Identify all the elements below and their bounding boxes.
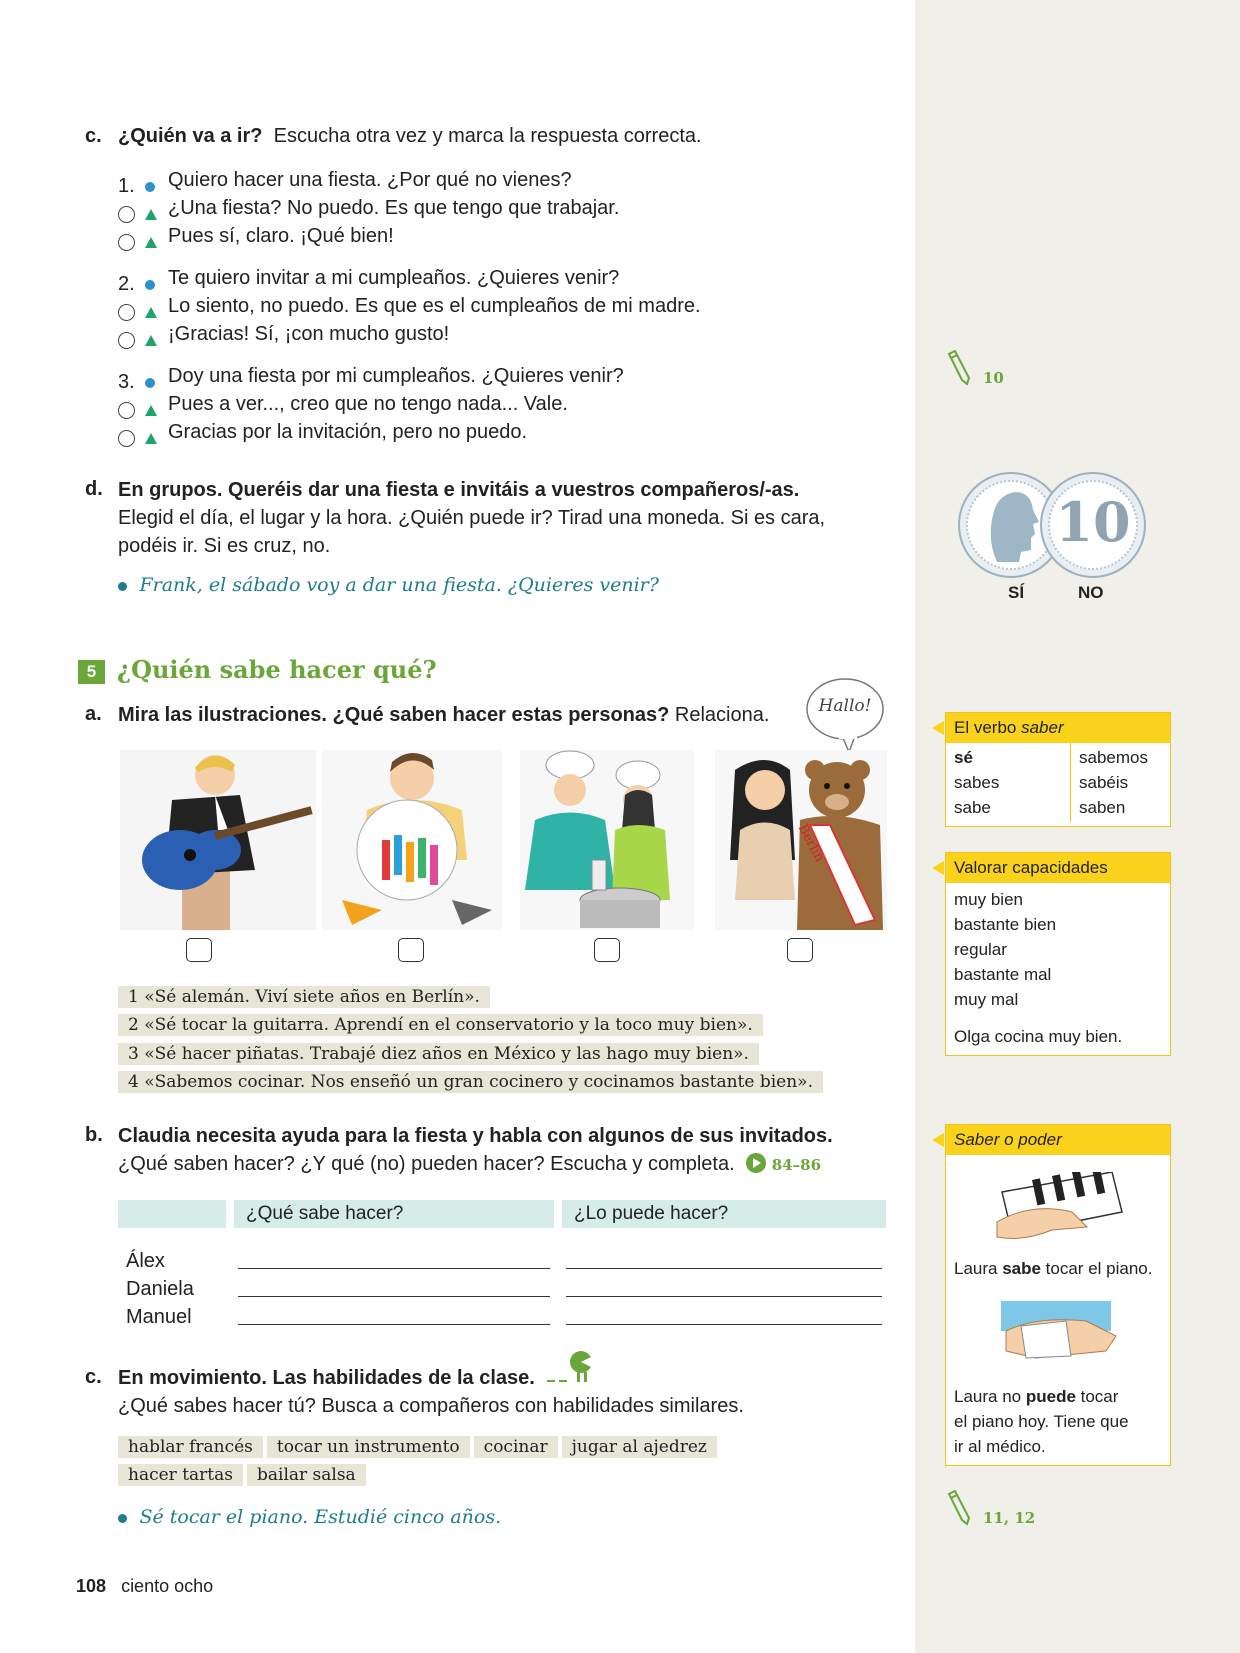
skill-chip: bailar salsa [247, 1464, 366, 1486]
page-footer [76, 1576, 213, 1597]
pencil-icon [945, 350, 973, 386]
box-header: Valorar capacidades [946, 853, 1170, 883]
quote-item: 3 «Sé hacer piñatas. Trabajé diez años en México y las hago muy bien». [118, 1043, 759, 1065]
section-d-line2: Elegid el día, el lugar y la hora. ¿Quién puede ir? Tirad una moneda. Si es cara, [118, 507, 826, 529]
section-5c-letter: c. [85, 1366, 102, 1388]
audio-play-icon[interactable] [746, 1153, 766, 1173]
table-row-name: Daniela [126, 1278, 194, 1300]
section-c-heading [118, 122, 702, 150]
answer-line[interactable] [566, 1296, 882, 1297]
box-title: Saber o poder [954, 1130, 1062, 1149]
cooks-illustration [520, 750, 694, 930]
quote-item: 4 «Sabemos cocinar. Nos enseñó un gran cocinero y cocinamos bastante bien». [118, 1071, 823, 1093]
speaker-b-triangle-icon [145, 433, 157, 444]
section-c-title: ¿Quién va a ir? [118, 125, 263, 147]
speaker-a-dot-icon [145, 280, 155, 290]
section-5a-title: Mira las ilustraciones. ¿Qué saben hacer estas personas? [118, 704, 670, 726]
example-verb: sabe [1002, 1259, 1041, 1278]
answer-line[interactable] [238, 1324, 550, 1325]
answer-text: Pues sí, claro. ¡Qué bien! [168, 225, 394, 247]
speaker-b-triangle-icon [145, 335, 157, 346]
section-5c-example [118, 1506, 501, 1528]
poder-example [954, 1384, 1129, 1459]
skill-chip: hablar francés [118, 1436, 263, 1458]
skill-chip: cocinar [474, 1436, 558, 1458]
speaker-b-triangle-icon [145, 307, 157, 318]
box-title-italic: saber [1021, 718, 1064, 737]
pinata-maker-illustration [322, 750, 502, 930]
speech-bubble-text: Hallo! [818, 696, 872, 716]
page-number: 108 [76, 1576, 107, 1596]
conjugation-form: saben [1079, 798, 1126, 817]
section-d-title: En grupos. Queréis dar una fiesta e invitáis a vuestros compañeros/-as. [118, 479, 800, 501]
box-title: El verbo [954, 718, 1022, 737]
table-row-name: Manuel [126, 1306, 192, 1328]
table-header-col1: ¿Qué sabe hacer? [234, 1200, 554, 1228]
workbook-reference: 11, 12 [983, 1509, 1036, 1527]
item-number: 1. [118, 175, 135, 197]
sash-text: Berlin [794, 822, 827, 865]
speaker-b-triangle-icon [145, 237, 157, 248]
section-c-instruction: Escucha otra vez y marca la respuesta correcta. [273, 125, 702, 147]
section-5c-line2: ¿Qué sabes hacer tú? Busca a compañeros con habilidades similares. [118, 1395, 744, 1417]
prompt-text: Te quiero invitar a mi cumpleaños. ¿Quieres venir? [168, 267, 620, 289]
skills-row-1 [118, 1436, 721, 1458]
answer-text: Pues a ver..., creo que no tengo nada... Vale. [168, 393, 568, 415]
answer-text: Lo siento, no puedo. Es que es el cumpleaños de mi madre. [168, 295, 701, 317]
box-header [946, 1125, 1170, 1155]
box-header [946, 713, 1170, 743]
conjugation-form: sabes [954, 773, 1000, 792]
example-part: Laura no [954, 1387, 1026, 1406]
section-5c-title: En movimiento. Las habilidades de la clase. [118, 1367, 535, 1389]
pencil-icon [945, 1490, 973, 1526]
rating-item: bastante mal [954, 965, 1052, 984]
example-part: Laura [954, 1259, 1003, 1278]
example-part: tocar [1075, 1387, 1119, 1406]
radio-circle-icon[interactable] [118, 206, 135, 223]
conjugation-form: sé [954, 748, 973, 767]
section-5b-title: Claudia necesita ayuda para la fiesta y habla con algunos de sus invitados. [118, 1125, 833, 1147]
skill-chip: tocar un instrumento [267, 1436, 470, 1458]
section-5a-instruction: Relaciona. [674, 704, 770, 726]
section-5-title: ¿Quién sabe hacer qué? [117, 655, 437, 684]
section-d-example [118, 574, 659, 596]
match-checkbox[interactable] [787, 938, 813, 962]
conjugation-form: sabe [954, 798, 991, 817]
bandaged-hand-icon [996, 1296, 1126, 1366]
match-checkbox[interactable] [186, 938, 212, 962]
radio-circle-icon[interactable] [118, 304, 135, 321]
example-part: ir al médico. [954, 1437, 1046, 1456]
valorar-capacidades-box [945, 852, 1171, 1056]
radio-circle-icon[interactable] [118, 234, 135, 251]
table-header-col2: ¿Lo puede hacer? [562, 1200, 886, 1228]
match-checkbox[interactable] [398, 938, 424, 962]
table-row-name: Álex [126, 1250, 165, 1272]
saber-conjugation-box [945, 712, 1171, 827]
conjugation-form: sabemos [1079, 748, 1148, 767]
answer-text: Gracias por la invitación, pero no puedo. [168, 421, 528, 443]
bullet-icon [118, 1514, 127, 1523]
page-number-words: ciento ocho [121, 1576, 214, 1596]
radio-circle-icon[interactable] [118, 430, 135, 447]
coin-heads-label: SÍ [1008, 583, 1025, 602]
section-5a-letter: a. [85, 703, 102, 725]
example-text: Frank, el sábado voy a dar una fiesta. ¿Quieres venir? [139, 574, 659, 596]
guitarist-illustration [120, 750, 316, 930]
quote-item: 2 «Sé tocar la guitarra. Aprendí en el conservatorio y la toco muy bien». [118, 1014, 763, 1036]
skills-row-2 [118, 1464, 370, 1486]
section-5a-heading [118, 701, 769, 729]
answer-line[interactable] [238, 1296, 550, 1297]
prompt-text: Quiero hacer una fiesta. ¿Por qué no vienes? [168, 169, 572, 191]
saber-example [954, 1259, 1152, 1279]
skill-chip: hacer tartas [118, 1464, 243, 1486]
radio-circle-icon[interactable] [118, 332, 135, 349]
section-5b-letter: b. [85, 1124, 103, 1146]
item-number: 3. [118, 371, 135, 393]
answer-line[interactable] [566, 1324, 882, 1325]
item-number: 2. [118, 273, 135, 295]
prompt-text: Doy una fiesta por mi cumpleaños. ¿Quieres venir? [168, 365, 624, 387]
workbook-reference: 10 [983, 369, 1004, 387]
answer-text: ¿Una fiesta? No puedo. Es que tengo que trabajar. [168, 197, 620, 219]
coin-number: 10 [1055, 490, 1131, 554]
section-d-line3: podéis ir. Si es cruz, no. [118, 535, 331, 557]
section-5b-line2: ¿Qué saben hacer? ¿Y qué (no) pueden hacer? Escucha y completa. [118, 1153, 735, 1175]
speaker-a-dot-icon [145, 182, 155, 192]
section-d-letter: d. [85, 478, 103, 500]
movement-mascot-icon [545, 1348, 597, 1384]
section-5b-instruction [118, 1150, 821, 1179]
example-part: el piano hoy. Tiene que [954, 1412, 1129, 1431]
match-checkbox[interactable] [594, 938, 620, 962]
answer-line[interactable] [566, 1268, 882, 1269]
rating-item: muy bien [954, 890, 1023, 909]
rating-item: regular [954, 940, 1007, 959]
speaker-b-triangle-icon [145, 209, 157, 220]
conjugation-form: sabéis [1079, 773, 1129, 792]
coin-tails-label: NO [1078, 583, 1104, 602]
example-text: Sé tocar el piano. Estudié cinco años. [139, 1506, 502, 1528]
quote-item: 1 «Sé alemán. Viví siete años en Berlín». [118, 986, 490, 1008]
rating-item: muy mal [954, 990, 1019, 1009]
audio-track-number: 84–86 [771, 1156, 822, 1174]
speaker-a-dot-icon [145, 378, 155, 388]
bullet-icon [118, 582, 127, 591]
hand-on-piano-icon [992, 1172, 1127, 1247]
skill-chip: jugar al ajedrez [562, 1436, 717, 1458]
section-c-letter: c. [85, 125, 102, 147]
example-part: tocar el piano. [1040, 1259, 1153, 1278]
example-verb: puede [1025, 1387, 1076, 1406]
radio-circle-icon[interactable] [118, 402, 135, 419]
rating-example: Olga cocina muy bien. [954, 1027, 1123, 1046]
rating-item: bastante bien [954, 915, 1057, 934]
section-number-badge: 5 [78, 660, 105, 684]
table-header-blank [118, 1200, 226, 1228]
answer-text: ¡Gracias! Sí, ¡con mucho gusto! [168, 323, 450, 345]
speaker-b-triangle-icon [145, 405, 157, 416]
answer-line[interactable] [238, 1268, 550, 1269]
